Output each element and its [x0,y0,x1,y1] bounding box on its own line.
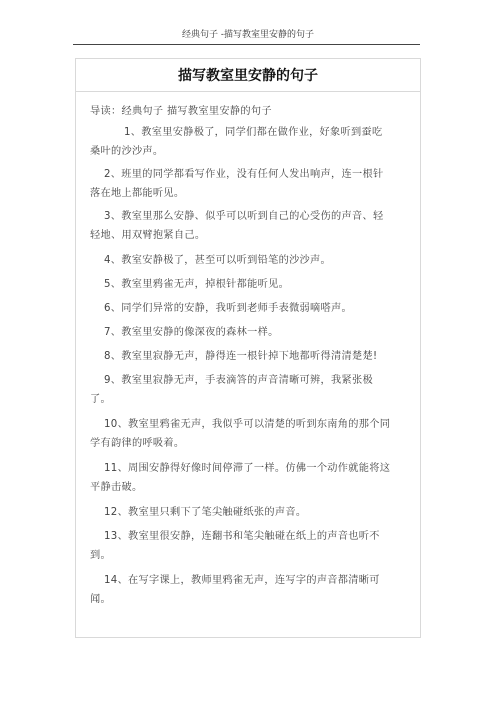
paragraph-line: 落在地上都能听见。 [90,188,185,199]
header-rule [73,44,420,45]
document-title: 描写教室里安静的句子 [178,68,318,84]
document-frame [75,58,421,638]
paragraph-line: 桑叶的沙沙声。 [90,146,164,157]
paragraph-line: 13、教室里很安静，连翻书和笔尖触碰在纸上的声音也听不 [104,531,380,542]
running-header [0,29,496,41]
intro-line: 导读：经典句子 描写教室里安静的句子 [90,106,272,117]
paragraph-line: 到。 [90,550,111,561]
paragraph-1 [90,123,406,161]
paragraph-line: 8、教室里寂静无声，静得连一根针掉下地都听得清清楚楚! [104,351,378,362]
paragraph-5 [90,275,406,294]
paragraph-4 [90,251,406,270]
paragraph-7 [90,323,406,342]
paragraph-line: 14、在写字课上，教师里鸦雀无声，连写字的声音都清晰可 [104,575,380,586]
paragraph-line: 学有韵律的呼吸着。 [90,438,185,449]
paragraph-12 [90,503,406,522]
paragraph-line: 了。 [90,394,111,405]
paragraph-line: 轻地、用双臂抱紧自己。 [90,230,206,241]
paragraph-line: 10、教室里鸦雀无声，我似乎可以清楚的听到东南角的那个同 [104,419,391,430]
paragraph-13 [90,527,406,565]
paragraph-line: 平静击破。 [90,482,143,493]
paragraph-line: 12、教室里只剩下了笔尖触碰纸张的声音。 [104,507,307,518]
title-row [76,59,420,92]
paragraph-11 [90,459,406,497]
paragraph-line: 9、教室里寂静无声，手表滴答的声音清晰可辨，我紧张极 [104,375,373,386]
paragraph-6 [90,299,406,318]
paragraph-14 [90,571,406,609]
paragraph-8 [90,347,406,366]
paragraph-line: 6、同学们异常的安静，我听到老师手表微弱嘀嗒声。 [104,303,352,314]
paragraph-line: 1、教室里安静极了，同学们都在做作业，好象听到蚕吃 [124,127,383,138]
paragraph-2 [90,165,406,203]
paragraph-line: 闻。 [90,594,111,605]
paragraph-line: 7、教室里安静的像深夜的森林一样。 [104,327,279,338]
paragraph-line: 5、教室里鸦雀无声，掉根针都能听见。 [104,279,290,290]
running-header-text: 经典句子 -描写教室里安静的句子 [182,30,314,40]
paragraph-10 [90,415,406,453]
paragraph-line: 3、教室里那么安静、似乎可以听到自己的心受伤的声音、轻 [104,211,384,222]
paragraph-9 [90,371,406,409]
paragraph-line: 11、周围安静得好像时间停滞了一样。仿佛一个动作就能将这 [104,463,391,474]
paragraph-line: 2、班里的同学都看写作业，没有任何人发出响声，连一根针 [104,169,384,180]
paragraph-3 [90,207,406,245]
paragraph-line: 4、教室安静极了，甚至可以听到铅笔的沙沙声。 [104,255,332,266]
